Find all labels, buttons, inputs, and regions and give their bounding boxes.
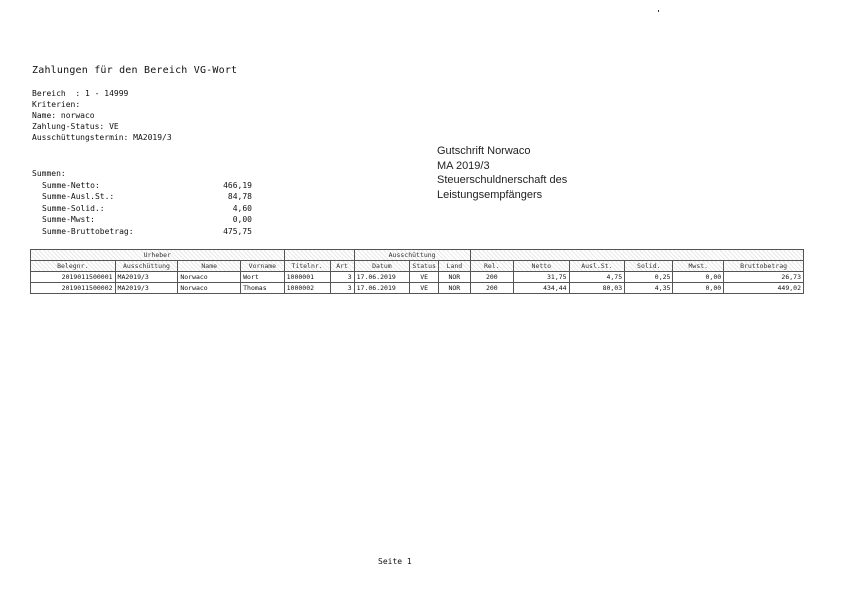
summen-heading: Summen: [32, 169, 66, 178]
kriterien-line: Kriterien: [32, 100, 81, 109]
note-line: Gutschrift Norwaco [437, 145, 531, 157]
summe-label: Summe-Netto: [42, 180, 100, 190]
table-cell: 0,00 [673, 272, 724, 283]
table-cell: 31,75 [514, 272, 570, 283]
column-header: Bruttobetrag [724, 261, 804, 272]
table-cell: 200 [470, 283, 513, 294]
table-cell: 3 [330, 272, 354, 283]
summe-value: 466,19 [223, 180, 252, 190]
note-line: MA 2019/3 [437, 159, 490, 172]
table-cell: 2019011500002 [31, 283, 116, 294]
column-header: Art [330, 261, 354, 272]
summe-label: Summe-Solid.: [42, 203, 105, 213]
table-cell: 1000001 [284, 272, 330, 283]
table-cell: 0,00 [673, 283, 724, 294]
page-number: Seite 1 [378, 557, 412, 566]
column-header: Status [410, 261, 439, 272]
summe-value: 4,60 [232, 203, 252, 213]
summen-row [32, 214, 252, 226]
table-cell: VE [410, 283, 439, 294]
summe-value: 84,78 [227, 192, 252, 201]
column-header: Titelnr. [284, 261, 330, 272]
table-cell: 17.06.2019 [354, 272, 410, 283]
table-cell: NOR [439, 272, 470, 283]
table-cell: 1000002 [284, 283, 330, 294]
column-header: Datum [354, 261, 410, 272]
summe-value: 475,75 [223, 226, 252, 236]
group-header-blank [470, 250, 803, 261]
column-header: Rel. [470, 261, 513, 272]
table-header [31, 261, 804, 272]
column-header: Vorname [241, 261, 285, 272]
column-header: Mwst. [673, 261, 724, 272]
criteria-block [32, 88, 172, 143]
page-title: Zahlungen für den Bereich VG-Wort [32, 65, 238, 76]
gutschrift-note [437, 144, 567, 202]
summen-row [32, 226, 252, 238]
column-header: Ausl.St. [569, 261, 625, 272]
table-cell: 449,02 [724, 283, 804, 294]
column-header: Name [178, 261, 241, 272]
table-cell: Thomas [241, 283, 285, 294]
summen-row [32, 203, 252, 215]
table-cell: MA2019/3 [115, 272, 178, 283]
table-cell: VE [410, 272, 439, 283]
summen-block [32, 168, 252, 237]
table-cell: 26,73 [724, 272, 804, 283]
payments-table [30, 249, 804, 294]
ausschuettungstermin-line: Ausschüttungstermin: MA2019/3 [32, 133, 172, 142]
group-header-urheber: Urheber [31, 250, 285, 261]
table-cell: Norwaco [178, 283, 241, 294]
summe-label: Summe-Ausl.St.: [42, 192, 115, 201]
column-header: Land [439, 261, 470, 272]
table-cell: 4,35 [625, 283, 673, 294]
table-cell: 2019011500001 [31, 272, 116, 283]
summen-row [32, 180, 252, 192]
table-cell: NOR [439, 283, 470, 294]
table-cell: 17.06.2019 [354, 283, 410, 294]
name-line: Name: norwaco [32, 111, 95, 120]
table-cell: Wort [241, 272, 285, 283]
table-cell: 0,25 [625, 272, 673, 283]
table-cell: 3 [330, 283, 354, 294]
table-cell: 434,44 [514, 283, 570, 294]
column-header: Belegnr. [31, 261, 116, 272]
zahlung-status-line: Zahlung-Status: VE [32, 122, 119, 131]
table-row [31, 283, 804, 294]
summe-label: Summe-Bruttobetrag: [42, 226, 134, 236]
group-header-blank [284, 250, 354, 261]
table-cell: 4,75 [569, 272, 625, 283]
table-row [31, 272, 804, 283]
note-line: Steuerschuldnerschaft des [437, 174, 568, 186]
scan-mark [658, 10, 659, 12]
table-cell: Norwaco [178, 272, 241, 283]
table-cell: MA2019/3 [115, 283, 178, 294]
column-header: Solid. [625, 261, 673, 272]
column-header: Netto [514, 261, 570, 272]
summen-row [32, 191, 252, 203]
group-header-ausschuettung: Ausschüttung [354, 250, 470, 261]
note-line: Leistungsempfängers [437, 188, 543, 201]
summe-value: 0,00 [232, 215, 252, 224]
table-cell: 200 [470, 272, 513, 283]
summe-label: Summe-Mwst: [42, 215, 95, 224]
table-cell: 80,03 [569, 283, 625, 294]
table-group-header [31, 250, 804, 261]
bereich-line: Bereich : 1 - 14999 [32, 89, 129, 98]
column-header: Ausschüttung [115, 261, 178, 272]
